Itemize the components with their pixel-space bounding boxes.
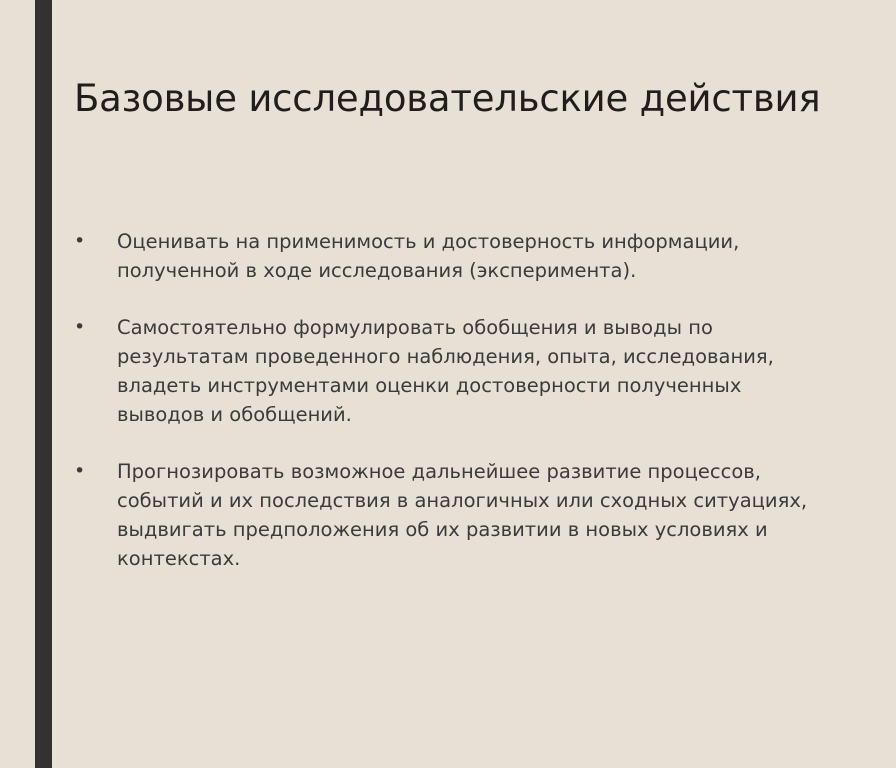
slide-title: Базовые исследовательские действия [74, 77, 821, 120]
bullet-list [74, 227, 814, 601]
bullet-item [74, 313, 814, 429]
bullet-item [74, 457, 814, 573]
bullet-dot-icon: • [74, 316, 86, 338]
bullet-dot-icon: • [74, 230, 86, 252]
bullet-item [74, 227, 814, 285]
bullet-text: Оценивать на применимость и достоверность информации, полученной в ходе исследования (эксперимента). [117, 230, 740, 282]
bullet-text: Самостоятельно формулировать обобщения и выводы по результатам проведенного наблюдения, опыта, исследования, владеть инструментами оценки достоверности полученных выводов и обобщений. [117, 316, 774, 426]
bullet-text: Прогнозировать возможное дальнейшее развитие процессов, событий и их последствия в аналогичных или сходных ситуациях, выдвигать предположения об их развитии в новых условиях и контекстах. [117, 460, 808, 570]
bullet-dot-icon: • [74, 460, 86, 482]
accent-bar [35, 0, 52, 768]
